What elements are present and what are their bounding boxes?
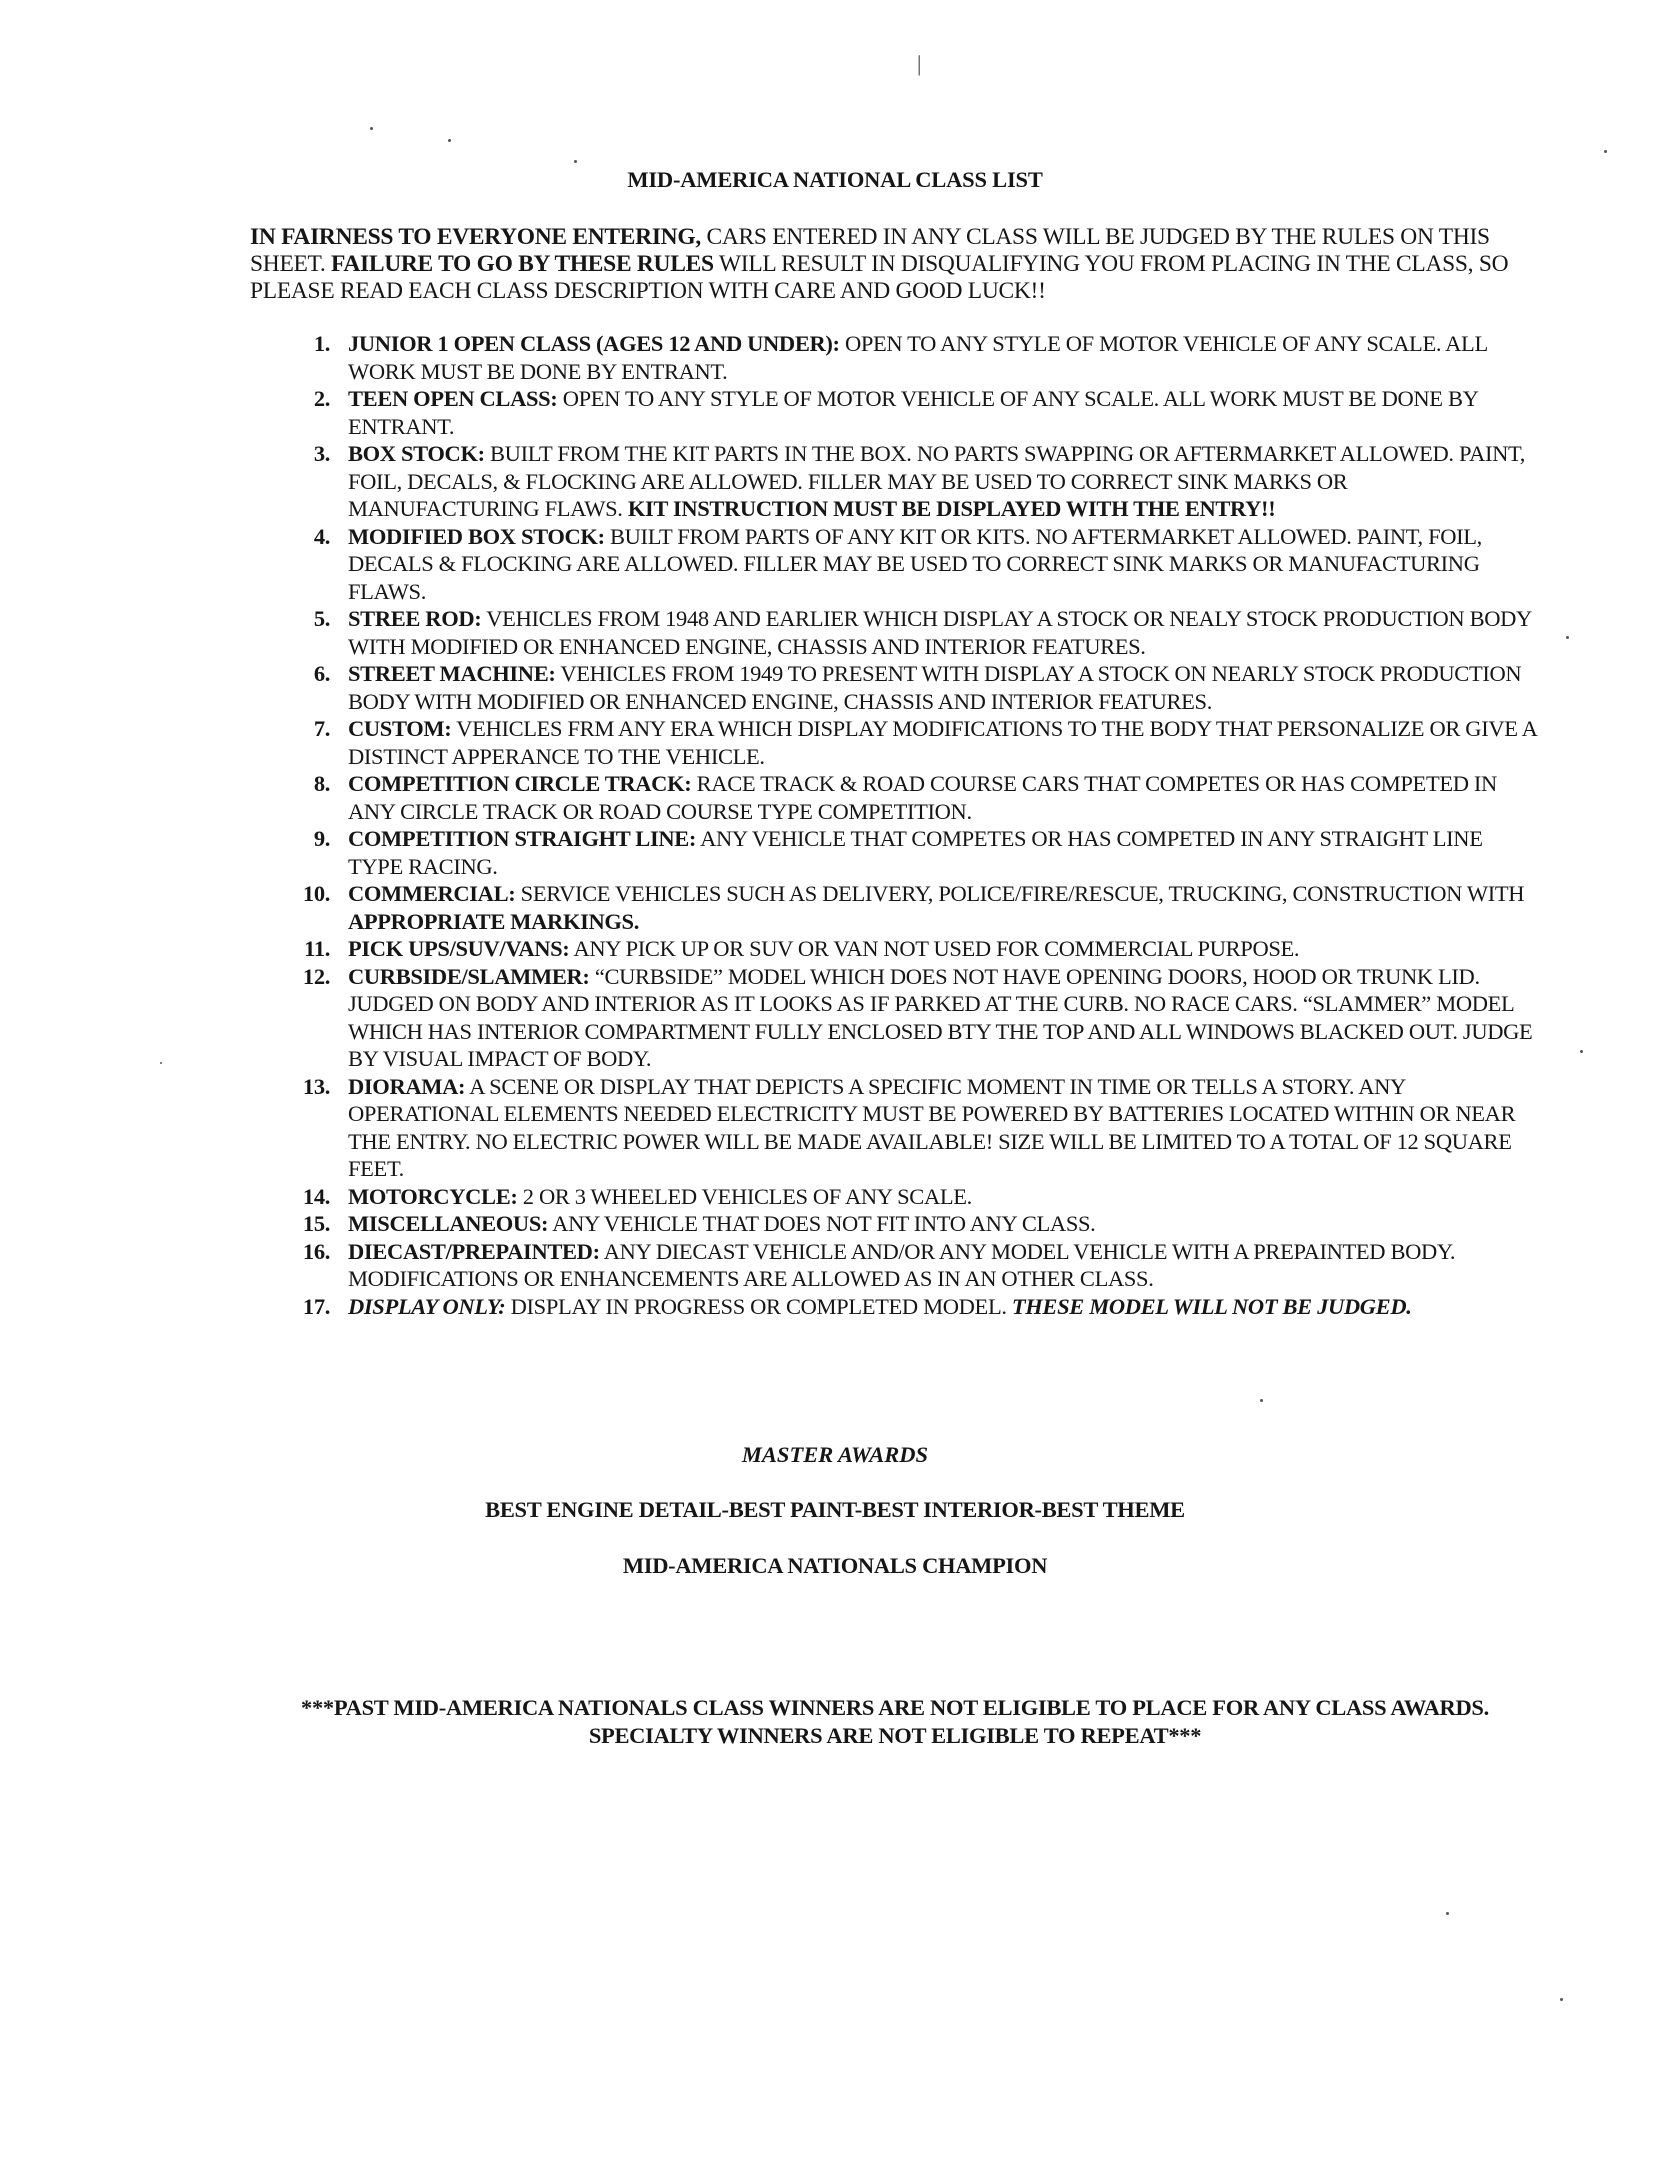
- class-item: [290, 770, 1540, 825]
- class-number: 10.: [302, 881, 330, 906]
- class-item: [290, 1210, 1540, 1238]
- awards-list: BEST ENGINE DETAIL-BEST PAINT-BEST INTERIOR-BEST THEME: [485, 1497, 1185, 1522]
- class-number: 17.: [302, 1293, 330, 1319]
- class-number: 5.: [313, 606, 330, 631]
- class-item: [290, 825, 1540, 880]
- document-title: MID-AMERICA NATIONAL CLASS LIST: [627, 167, 1043, 192]
- class-number: 6.: [313, 661, 330, 686]
- class-name: COMPETITION CIRCLE TRACK:: [348, 771, 692, 796]
- class-item: [290, 1293, 1540, 1321]
- class-description: RACE TRACK & ROAD COURSE CARS THAT COMPETES OR HAS COMPETED IN ANY CIRCLE TRACK OR ROAD COURSE TYPE COMPETITION.: [348, 771, 1497, 824]
- class-item: [290, 440, 1540, 523]
- scan-speck: [1560, 1998, 1563, 2001]
- scan-speck: [448, 139, 451, 142]
- class-number: 13.: [302, 1073, 330, 1099]
- class-name: DIORAMA:: [348, 1073, 466, 1099]
- scan-speck: [1446, 1912, 1449, 1915]
- class-name: COMMERCIAL:: [348, 881, 516, 906]
- class-number: 1.: [313, 331, 330, 356]
- class-description: OPEN TO ANY STYLE OF MOTOR VEHICLE OF ANY SCALE. ALL WORK MUST BE DONE BY ENTRANT.: [348, 386, 1478, 439]
- class-item: [290, 963, 1540, 1073]
- class-name: BOX STOCK:: [348, 441, 485, 466]
- class-name: CURBSIDE/SLAMMER:: [348, 963, 590, 989]
- class-number: 11.: [304, 936, 330, 961]
- class-name: DIECAST/PREPAINTED:: [348, 1238, 600, 1264]
- class-name: JUNIOR 1 OPEN CLASS (AGES 12 AND UNDER):: [348, 331, 840, 356]
- class-name: COMPETITION STRAIGHT LINE:: [348, 826, 697, 851]
- intro-warning: FAILURE TO GO BY THESE RULES: [331, 251, 714, 277]
- class-item: [290, 715, 1540, 770]
- class-number: 15.: [302, 1211, 330, 1236]
- class-number: 7.: [313, 716, 330, 741]
- scan-speck: [370, 127, 373, 130]
- class-description: ANY VEHICLE THAT DOES NOT FIT INTO ANY CLASS.: [548, 1211, 1096, 1236]
- class-description: SERVICE VEHICLES SUCH AS DELIVERY, POLICE/FIRE/RESCUE, TRUCKING, CONSTRUCTION WITH: [515, 881, 1525, 906]
- scan-speck: [160, 1062, 162, 1064]
- class-number: 14.: [302, 1183, 330, 1209]
- class-number: 2.: [313, 386, 330, 411]
- class-emphasis: APPROPRIATE MARKINGS.: [348, 908, 639, 934]
- class-description: BUILT FROM PARTS OF ANY KIT OR KITS. NO AFTERMARKET ALLOWED. PAINT, FOIL, DECALS & FLOCKING ARE ALLOWED. FILLER MAY BE USED TO CORRECT SINK MARKS OR MANUFACTURING FLAWS.: [348, 523, 1482, 604]
- class-item: [290, 523, 1540, 606]
- class-emphasis: KIT INSTRUCTION MUST BE DISPLAYED WITH THE ENTRY!!: [627, 496, 1276, 521]
- class-number: 9.: [313, 826, 330, 851]
- class-description: “CURBSIDE” MODEL WHICH DOES NOT HAVE OPENING DOORS, HOOD OR TRUNK LID. JUDGED ON BODY AND INTERIOR AS IT LOOKS AS IF PARKED AT THE CURB. NO RACE CARS. “SLAMMER” MODEL WHICH HAS INTERIOR COMPARTMENT FULLY ENCLOSED BTY THE TOP AND ALL WINDOWS BLACKED OUT. JUDGE BY VISUAL IMPACT OF BODY.: [348, 963, 1533, 1071]
- class-description: DISPLAY IN PROGRESS OR COMPLETED MODEL.: [505, 1293, 1012, 1319]
- class-item: [290, 1238, 1540, 1293]
- class-name: DISPLAY ONLY:: [348, 1293, 506, 1319]
- class-name: STREET MACHINE:: [348, 661, 556, 686]
- class-name: PICK UPS/SUV/VANS:: [348, 936, 570, 961]
- class-description: VEHICLES FROM 1949 TO PRESENT WITH DISPLAY A STOCK ON NEARLY STOCK PRODUCTION BODY WITH MODIFIED OR ENHANCED ENGINE, CHASSIS AND INTERIOR FEATURES.: [348, 661, 1522, 714]
- class-name: MOTORCYCLE:: [348, 1183, 518, 1209]
- class-description: ANY DIECAST VEHICLE AND/OR ANY MODEL VEHICLE WITH A PREPAINTED BODY. MODIFICATIONS OR ENHANCEMENTS ARE ALLOWED AS IN AN OTHER CLASS.: [348, 1238, 1456, 1291]
- intro-paragraph: [250, 224, 1540, 305]
- scan-speck: [1604, 150, 1607, 153]
- scan-speck: [1580, 1050, 1583, 1053]
- class-list: [290, 330, 1540, 1320]
- scan-speck: [1566, 636, 1569, 639]
- class-number: 8.: [313, 771, 330, 796]
- intro-text-1: CARS ENTERED IN ANY CLASS WILL BE JUDGED BY THE RULES ON THIS SHEET.: [250, 224, 1490, 277]
- class-name: TEEN OPEN CLASS:: [348, 386, 558, 411]
- class-name: MODIFIED BOX STOCK:: [348, 523, 605, 549]
- scan-speck: [1260, 1399, 1263, 1402]
- class-description: ANY VEHICLE THAT COMPETES OR HAS COMPETED IN ANY STRAIGHT LINE TYPE RACING.: [348, 826, 1483, 879]
- intro-text-2: WILL RESULT IN DISQUALIFYING YOU FROM PLACING IN THE CLASS, SO PLEASE READ EACH CLASS DESCRIPTION WITH CARE AND GOOD LUCK!!: [250, 251, 1509, 304]
- eligibility-footnote: ***PAST MID-AMERICA NATIONALS CLASS WINNERS ARE NOT ELIGIBLE TO PLACE FOR ANY CLASS AWARDS. SPECIALTY WINNERS ARE NOT ELIGIBLE TO REPEAT***: [301, 1695, 1489, 1748]
- champion-award: MID-AMERICA NATIONALS CHAMPION: [622, 1553, 1048, 1578]
- class-emphasis: THESE MODEL WILL NOT BE JUDGED.: [1011, 1293, 1412, 1319]
- class-description: 2 OR 3 WHEELED VEHICLES OF ANY SCALE.: [517, 1183, 972, 1209]
- class-description: VEHICLES FROM 1948 AND EARLIER WHICH DISPLAY A STOCK OR NEALY STOCK PRODUCTION BODY WITH MODIFIED OR ENHANCED ENGINE, CHASSIS AND INTERIOR FEATURES.: [348, 606, 1532, 659]
- class-description: A SCENE OR DISPLAY THAT DEPICTS A SPECIFIC MOMENT IN TIME OR TELLS A STORY. ANY OPERATIONAL ELEMENTS NEEDED ELECTRICITY MUST BE POWERED BY BATTERIES LOCATED WITHIN OR NEAR THE ENTRY. NO ELECTRIC POWER WILL BE MADE AVAILABLE! SIZE WILL BE LIMITED TO A TOTAL OF 12 SQUARE FEET.: [348, 1073, 1516, 1181]
- class-item: [290, 880, 1540, 935]
- class-item: [290, 660, 1540, 715]
- class-description: ANY PICK UP OR SUV OR VAN NOT USED FOR COMMERCIAL PURPOSE.: [569, 936, 1300, 961]
- class-name: STREE ROD:: [348, 606, 482, 631]
- class-description: BUILT FROM THE KIT PARTS IN THE BOX. NO PARTS SWAPPING OR AFTERMARKET ALLOWED. PAINT, FOIL, DECALS, & FLOCKING ARE ALLOWED. FILLER MAY BE USED TO CORRECT SINK MARKS OR MANUFACTURING FLAWS.: [348, 441, 1526, 521]
- class-item: [290, 605, 1540, 660]
- class-number: 4.: [313, 523, 330, 549]
- class-name: MISCELLANEOUS:: [348, 1211, 549, 1236]
- intro-lead: IN FAIRNESS TO EVERYONE ENTERING,: [250, 224, 701, 250]
- scan-speck: [574, 160, 577, 163]
- page-mark: |: [917, 51, 922, 76]
- class-item: [290, 1183, 1540, 1211]
- class-item: [290, 330, 1540, 385]
- class-item: [290, 935, 1540, 963]
- class-number: 12.: [302, 963, 330, 989]
- class-name: CUSTOM:: [348, 716, 452, 741]
- class-item: [290, 385, 1540, 440]
- class-description: VEHICLES FRM ANY ERA WHICH DISPLAY MODIFICATIONS TO THE BODY THAT PERSONALIZE OR GIVE A DISTINCT APPERANCE TO THE VEHICLE.: [348, 716, 1537, 769]
- awards-heading: MASTER AWARDS: [741, 1442, 929, 1467]
- class-description: OPEN TO ANY STYLE OF MOTOR VEHICLE OF ANY SCALE. ALL WORK MUST BE DONE BY ENTRANT.: [348, 331, 1488, 384]
- class-item: [290, 1073, 1540, 1183]
- class-number: 16.: [302, 1238, 330, 1264]
- class-number: 3.: [313, 441, 330, 466]
